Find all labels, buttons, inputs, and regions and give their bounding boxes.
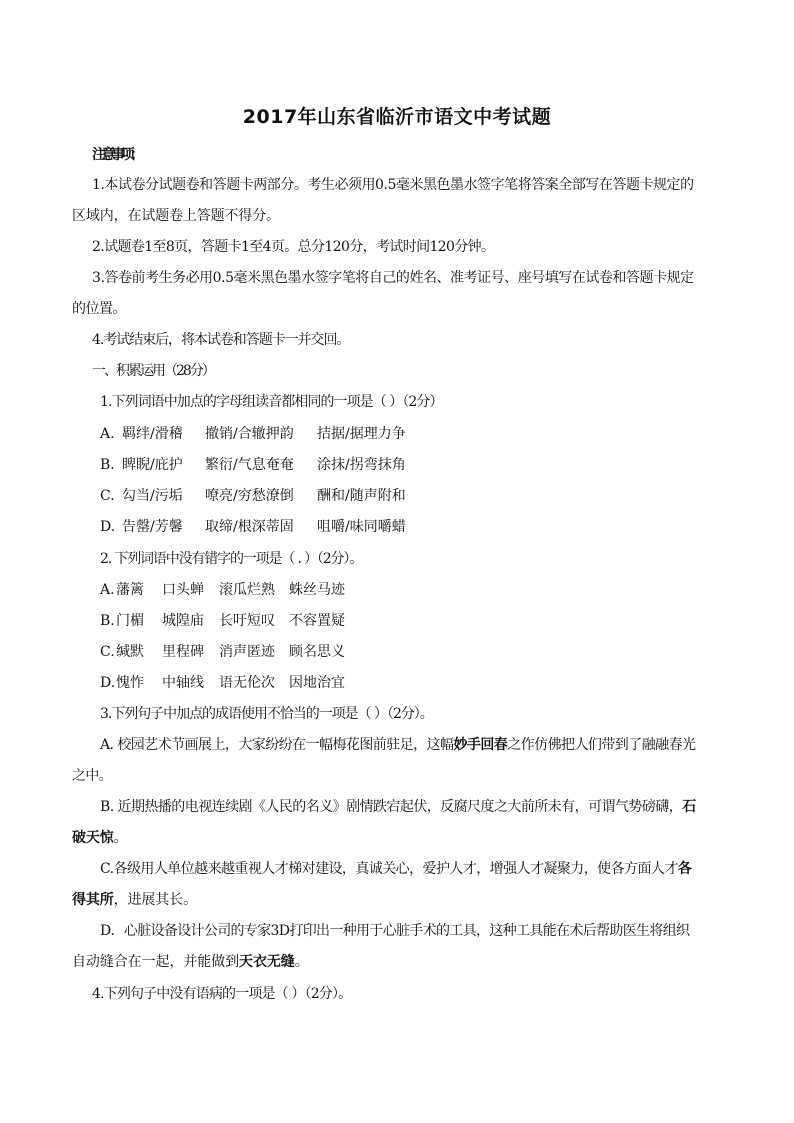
idiom-highlight: 天衣无缝	[239, 954, 295, 970]
idiom-highlight: 得其所	[72, 892, 114, 908]
option-letter: A.	[100, 426, 115, 442]
notice-item-3-line-1: 3.答卷前考生务必用0.5毫米黑色墨水签字笔将自己的姓名、准考证号、座号填写在试卷和答题卡规定	[92, 270, 694, 286]
question-2-stem: 2. 下列词语中没有错字的一项是（ . ）（2分）。	[100, 551, 363, 567]
option-text: B. 近期热播的电视连续剧《人民的名义》剧情跌宕起伏，反腐尺度之大前所未有，可谓气势磅礴，	[100, 799, 683, 815]
option-word: 羁绊/滑稽	[122, 426, 183, 442]
question-3-option-b-line-1	[100, 798, 760, 816]
notice-item-1-line-1: 1.本试卷分试题卷和答题卡两部分。考生必须用0.5毫米黑色墨水签字笔将答案全部写在答题卡规定的	[92, 177, 694, 193]
section-heading: 一、积累运用（28分）	[92, 363, 214, 379]
question-3-option-c-line-1	[100, 860, 760, 878]
option-word: 告罄/芳馨	[122, 519, 183, 535]
option-word: 藩篱	[116, 582, 144, 598]
notice-item-2: 2.试题卷1至8页，答题卡1至4页。总分120分，考试时间120分钟。	[92, 239, 495, 255]
option-word: 因地治宜	[289, 675, 345, 691]
option-letter: D.	[100, 519, 116, 535]
option-word: 繁衍/气息奄奄	[205, 457, 294, 473]
option-word: 咀嚼/味同嚼蜡	[317, 519, 406, 535]
option-word: 缄默	[116, 644, 144, 660]
option-text: A. 校园艺术节画展上，大家纷纷在一幅梅花图前驻足，这幅	[100, 737, 454, 753]
question-3-option-d-line-1: D．心脏设备设计公司的专家3D打印出一种用于心脏手术的工具，这种工具能在术后帮助医生将组织	[100, 923, 690, 939]
option-word: 门楣	[116, 613, 144, 629]
option-word: 愧怍	[116, 675, 144, 691]
option-letter: A.	[100, 582, 115, 598]
option-word: 取缔/根深蒂固	[205, 519, 294, 535]
option-word: 睥睨/庇护	[122, 457, 183, 473]
option-word: 不容置疑	[289, 613, 345, 629]
option-word: 中轴线	[162, 675, 204, 691]
option-text: ，进展其长。	[113, 892, 197, 908]
option-word: 顾名思义	[289, 644, 345, 660]
option-text: 自动缝合在一起，并能做到	[72, 954, 240, 970]
option-word: 涂抹/拐弯抹角	[317, 457, 406, 473]
notice-heading: 注意事项：	[92, 147, 140, 163]
question-3-option-c-line-2	[72, 891, 732, 909]
question-3-option-b-line-2	[72, 829, 732, 847]
option-word: 酬和/随声附和	[317, 488, 406, 504]
question-3-option-a-line-2: 之中。	[72, 768, 112, 784]
option-word: 滚瓜烂熟	[219, 582, 275, 598]
option-text: 。	[113, 830, 128, 846]
question-1-stem: 1.下列词语中加点的字母组读音都相同的一项是（ ）（2分）	[100, 394, 443, 410]
option-letter: B.	[100, 457, 115, 473]
notice-item-3-line-2: 的位置。	[72, 301, 126, 317]
option-word: 拮据/据理力争	[317, 426, 406, 442]
option-letter: B.	[100, 613, 115, 629]
option-word: 消声匿迹	[219, 644, 275, 660]
option-word: 语无伦次	[219, 675, 275, 691]
page-title: 2017年山东省临沂市语文中考试题	[242, 106, 552, 128]
question-4-stem: 4.下列句子中没有语病的一项是（ ）（2分）。	[92, 986, 352, 1002]
option-letter: C.	[100, 488, 115, 504]
option-word: 口头蝉	[162, 582, 204, 598]
option-word: 蛛丝马迹	[289, 582, 345, 598]
option-text: 之作仿佛把人们带到了融融春光	[507, 737, 696, 753]
option-word: 勾当/污垢	[122, 488, 183, 504]
option-word: 撤销/合辙押韵	[205, 426, 294, 442]
option-text: C.各级用人单位越来越重视人才梯对建设，真诚关心，爱护人才，增强人才凝聚力，使各方面人才	[100, 861, 678, 877]
notice-item-4: 4.考试结束后，将本试卷和答题卡一并交回。	[92, 332, 350, 348]
option-letter: C.	[100, 644, 115, 660]
question-3-stem: 3.下列句子中加点的成语使用不恰当的一项是（ ）（2分）。	[100, 706, 433, 722]
option-word: 城隍庙	[162, 613, 204, 629]
option-word: 嘹亮/穷愁潦倒	[205, 488, 294, 504]
option-text: 。	[294, 954, 309, 970]
option-word: 长吁短叹	[219, 613, 275, 629]
idiom-highlight: 各	[677, 861, 692, 877]
option-word: 里程碑	[162, 644, 204, 660]
option-letter: D.	[100, 675, 116, 691]
idiom-highlight: 妙手回春	[453, 737, 508, 753]
idiom-highlight: 石	[682, 799, 696, 815]
idiom-highlight: 破天惊	[72, 830, 114, 846]
question-3-option-d-line-2	[72, 953, 732, 971]
notice-item-1-line-2: 区域内，在试题卷上答题不得分。	[72, 208, 280, 224]
question-3-option-a-line-1	[100, 736, 760, 754]
